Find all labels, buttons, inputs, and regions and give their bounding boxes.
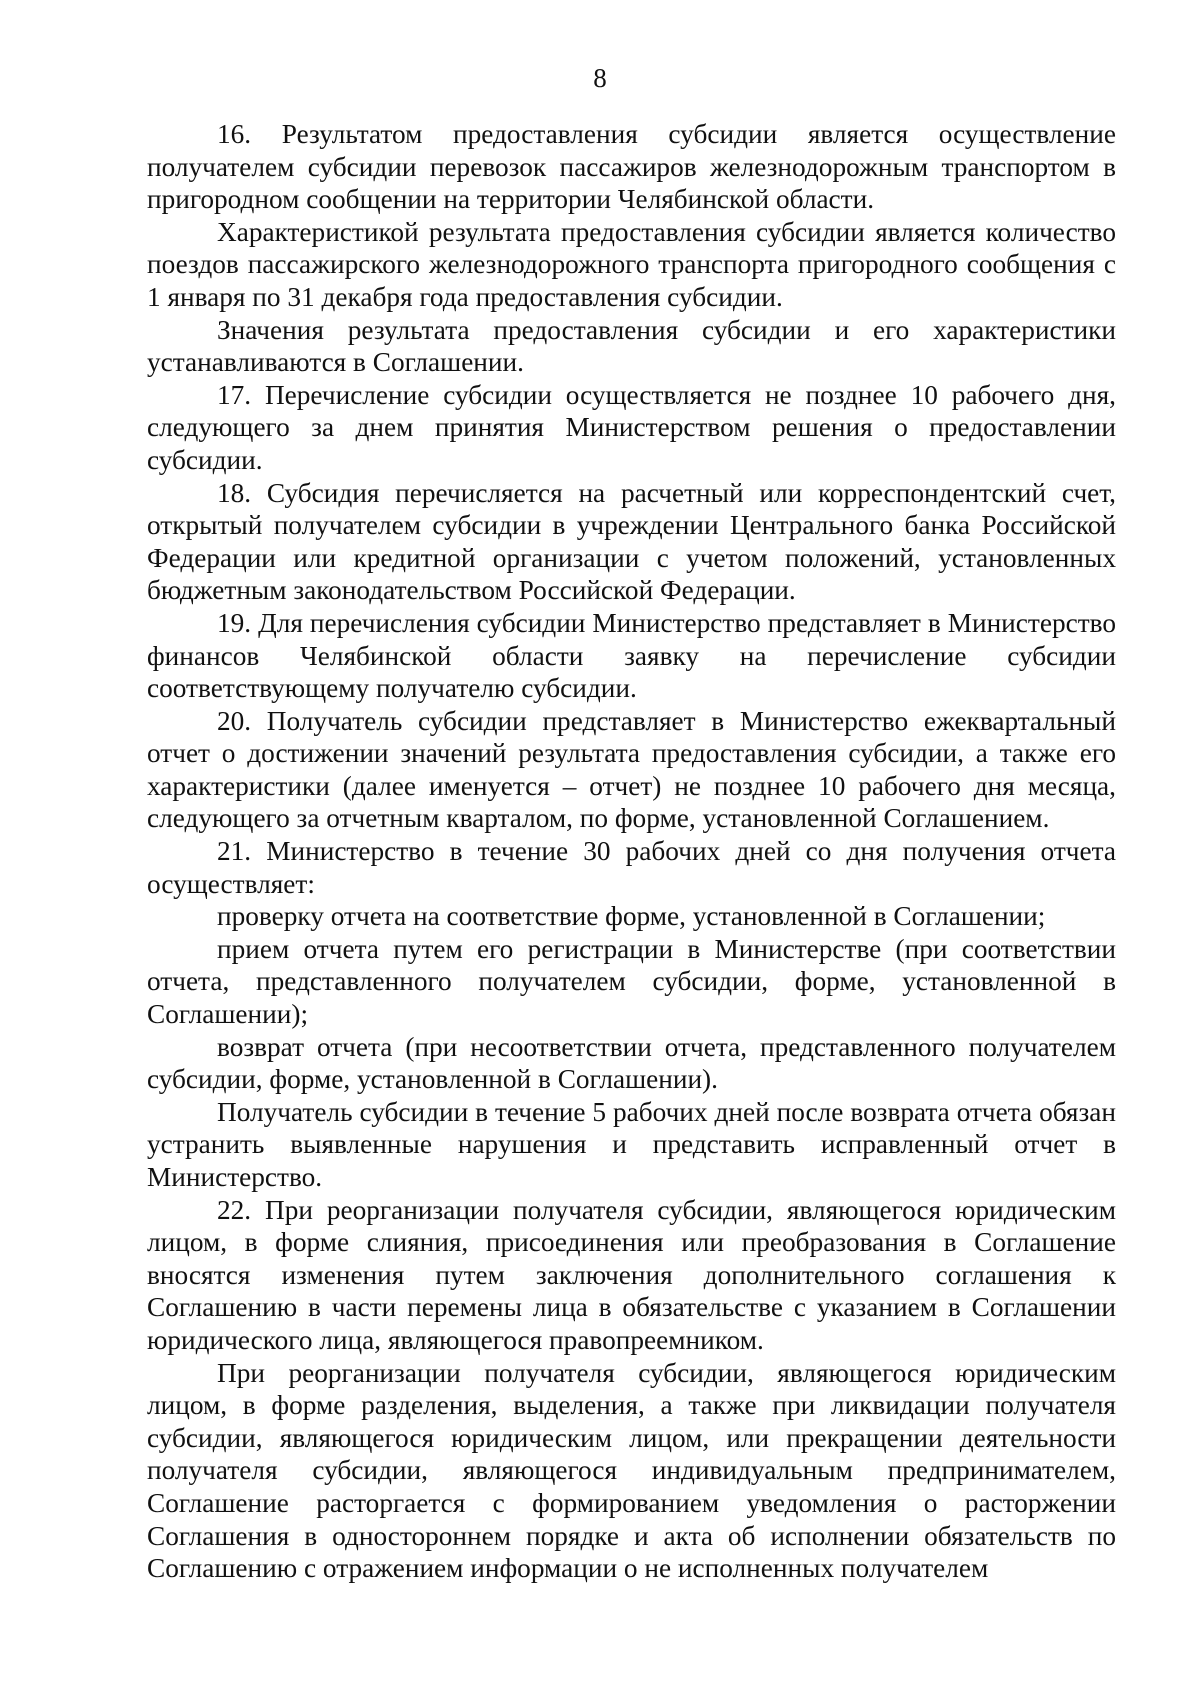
paragraph-21-check: проверку отчета на соответствие форме, установленной в Соглашении;: [217, 901, 1046, 932]
paragraph-18: 18. Субсидия перечисляется на расчетный или корреспондентский счет, открытый получателем субсидии в учреждении Центрального банка Российской Федерации или кредитной организации с учетом положений, установленных бюджетным законодательством Российской Федерации.: [147, 477, 1116, 606]
paragraph-21-correction: Получатель субсидии в течение 5 рабочих дней после возврата отчета обязан устранить выявленные нарушения и представить исправленный отчет в Министерство.: [147, 1096, 1116, 1192]
page-number: 8: [593, 63, 607, 93]
paragraph-result-values: Значения результата предоставления субсидии и его характеристики устанавливаются в Соглашении.: [147, 314, 1116, 378]
paragraph-16: 16. Результатом предоставления субсидии является осуществление получателем субсидии перевозок пассажиров железнодорожным транспортом в пригородном сообщении на территории Челябинской области.: [147, 119, 1116, 215]
paragraph-20: 20. Получатель субсидии представляет в Министерство ежеквартальный отчет о достижении значений результата предоставления субсидии, а также его характеристики (далее именуется – отчет) не позднее 10 рабочего дня месяца, следующего за отчетным кварталом, по форме, установленной Соглашением.: [147, 705, 1116, 834]
paragraph-22-termination: При реорганизации получателя субсидии, являющегося юридическим лицом, в форме разделения, выделения, а также при ликвидации получателя субсидии, являющегося юридическим лицом, или прекращении деятельности получателя субсидии, являющегося индивидуальным предпринимателем, Соглашение расторгается с формированием уведомления о расторжении Соглашения в одностороннем порядке и акта об исполнении обязательств по Соглашению с отражением информации о не исполненных получателем: [147, 1357, 1116, 1584]
paragraph-21-return: возврат отчета (при несоответствии отчета, представленного получателем субсидии, форме, установленной в Соглашении).: [147, 1031, 1116, 1095]
paragraph-result-characteristic: Характеристикой результата предоставления субсидии является количество поездов пассажирского железнодорожного транспорта пригородного сообщения с 1 января по 31 декабря года предоставления субсидии.: [147, 216, 1116, 312]
paragraph-17: 17. Перечисление субсидии осуществляется не позднее 10 рабочего дня, следующего за днем принятия Министерством решения о предоставлении субсидии.: [147, 379, 1116, 475]
paragraph-21-accept: прием отчета путем его регистрации в Министерстве (при соответствии отчета, представленного получателем субсидии, форме, установленной в Соглашении);: [147, 933, 1116, 1030]
paragraph-22: 22. При реорганизации получателя субсидии, являющегося юридическим лицом, в форме слияния, присоединения или преобразования в Соглашение вносятся изменения путем заключения дополнительного соглашения к Соглашению в части перемены лица в обязательстве с указанием в Соглашении юридического лица, являющегося правопреемником.: [147, 1194, 1116, 1355]
paragraph-19: 19. Для перечисления субсидии Министерство представляет в Министерство финансов Челябинской области заявку на перечисление субсидии соответствующему получателю субсидии.: [147, 607, 1116, 704]
document-body: [147, 118, 1116, 1585]
paragraph-21: 21. Министерство в течение 30 рабочих дней со дня получения отчета осуществляет:: [147, 836, 1116, 899]
